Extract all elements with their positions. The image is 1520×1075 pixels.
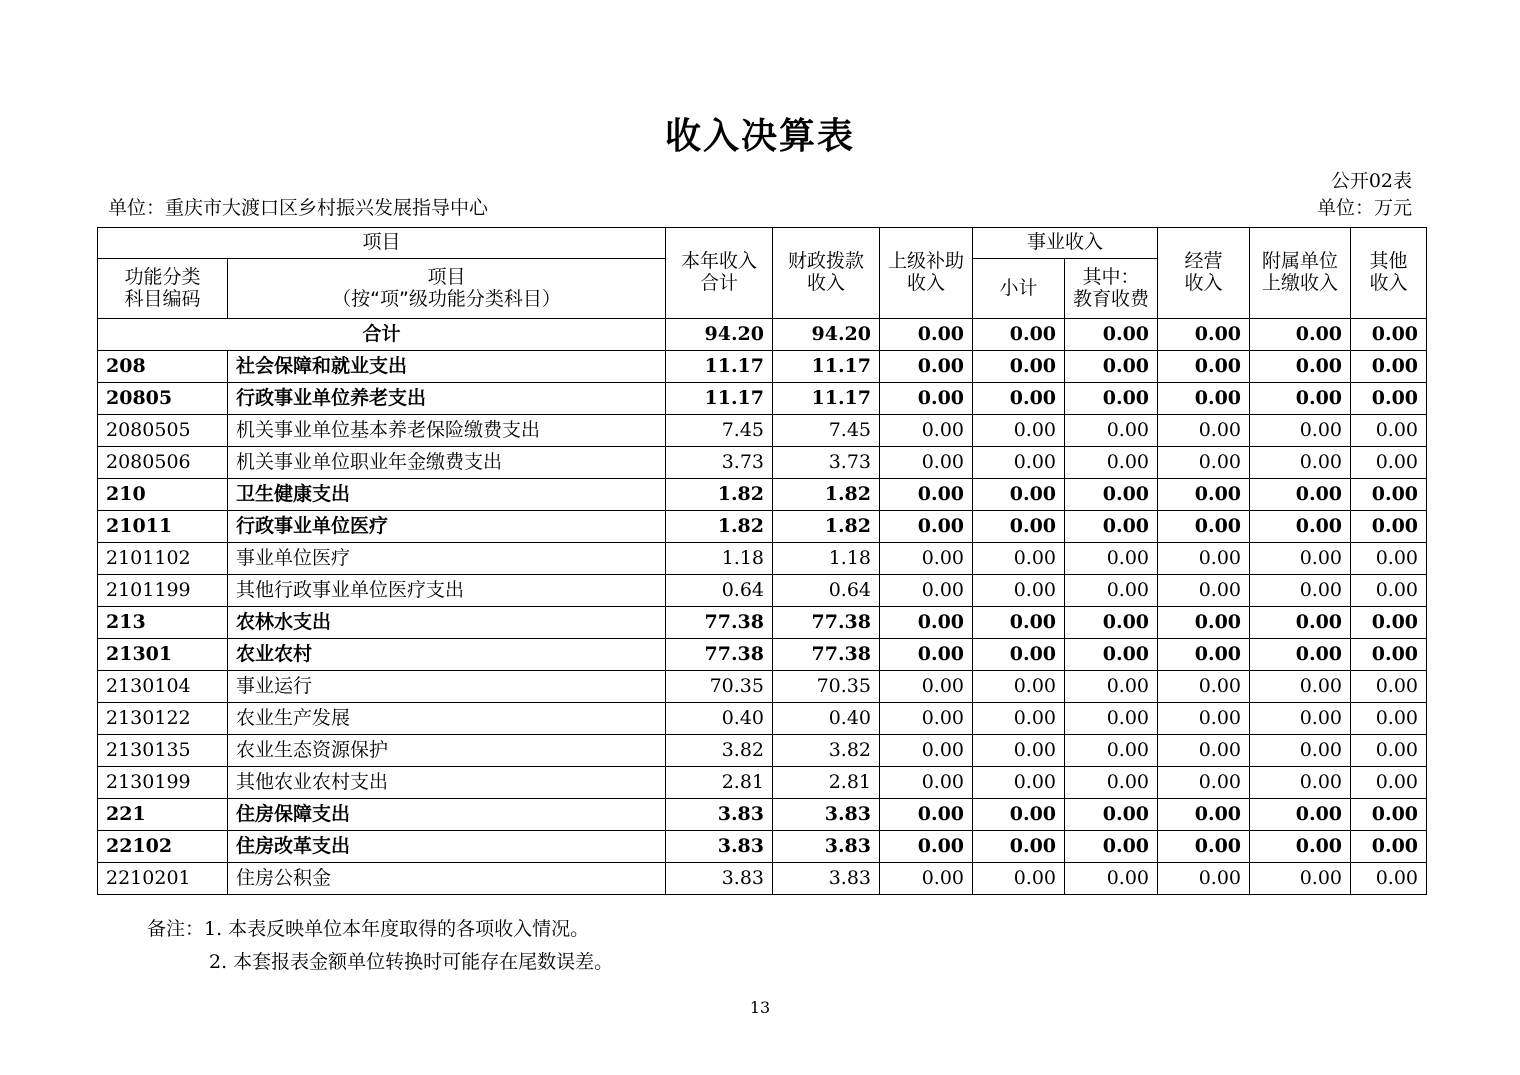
row-value: 0.00	[1250, 383, 1351, 415]
row-value: 0.00	[1065, 383, 1158, 415]
row-value: 0.00	[1065, 351, 1158, 383]
row-value: 0.00	[1158, 415, 1250, 447]
row-code: 21301	[98, 639, 228, 671]
table-row	[98, 415, 1427, 447]
row-value: 2.81	[666, 767, 773, 799]
total-value: 0.00	[1351, 319, 1427, 351]
row-name: 机关事业单位基本养老保险缴费支出	[228, 415, 666, 447]
row-value: 0.00	[1065, 799, 1158, 831]
row-value: 0.00	[1250, 351, 1351, 383]
row-code: 2101199	[98, 575, 228, 607]
row-value: 0.00	[880, 735, 973, 767]
row-value: 0.00	[1250, 639, 1351, 671]
row-value: 0.40	[773, 703, 880, 735]
row-value: 0.00	[1351, 479, 1427, 511]
row-code: 213	[98, 607, 228, 639]
row-value: 77.38	[666, 639, 773, 671]
row-value: 0.00	[1158, 607, 1250, 639]
row-value: 0.00	[973, 447, 1065, 479]
row-value: 0.64	[666, 575, 773, 607]
header-affiliate: 附属单位 上缴收入	[1250, 228, 1351, 319]
row-value: 0.00	[1351, 863, 1427, 895]
row-value: 0.00	[1158, 767, 1250, 799]
row-value: 0.00	[1250, 479, 1351, 511]
row-value: 0.00	[1351, 383, 1427, 415]
row-value: 0.00	[973, 351, 1065, 383]
notes	[147, 913, 613, 979]
row-code: 2101102	[98, 543, 228, 575]
row-value: 3.83	[666, 863, 773, 895]
row-code: 221	[98, 799, 228, 831]
row-name: 行政事业单位医疗	[228, 511, 666, 543]
header-code: 功能分类 科目编码	[98, 259, 228, 319]
table-row	[98, 383, 1427, 415]
row-value: 0.00	[880, 607, 973, 639]
row-name: 住房保障支出	[228, 799, 666, 831]
row-value: 0.00	[1158, 543, 1250, 575]
row-value: 0.00	[1351, 511, 1427, 543]
row-code: 210	[98, 479, 228, 511]
note-line-2: 2. 本套报表金额单位转换时可能存在尾数误差。	[209, 951, 614, 973]
row-value: 0.00	[880, 639, 973, 671]
row-value: 0.00	[973, 639, 1065, 671]
table-row	[98, 607, 1427, 639]
row-value: 0.00	[1250, 415, 1351, 447]
table-row	[98, 799, 1427, 831]
row-value: 0.00	[1250, 511, 1351, 543]
row-value: 0.00	[1065, 607, 1158, 639]
row-code: 2130199	[98, 767, 228, 799]
header-subtotal: 小计	[973, 259, 1065, 319]
row-value: 0.00	[973, 799, 1065, 831]
row-value: 0.00	[1250, 735, 1351, 767]
row-code: 20805	[98, 383, 228, 415]
header-fiscal: 财政拨款 收入	[773, 228, 880, 319]
row-value: 0.00	[973, 671, 1065, 703]
row-value: 11.17	[773, 383, 880, 415]
row-value: 11.17	[666, 383, 773, 415]
row-value: 0.00	[973, 831, 1065, 863]
row-code: 22102	[98, 831, 228, 863]
row-value: 11.17	[666, 351, 773, 383]
row-code: 2080506	[98, 447, 228, 479]
row-value: 0.00	[1158, 671, 1250, 703]
row-value: 0.00	[1351, 735, 1427, 767]
row-name: 农林水支出	[228, 607, 666, 639]
row-value: 0.00	[1351, 543, 1427, 575]
row-value: 3.83	[773, 831, 880, 863]
row-value: 0.00	[1351, 799, 1427, 831]
row-value: 0.00	[1158, 639, 1250, 671]
row-value: 0.00	[880, 831, 973, 863]
row-value: 77.38	[666, 607, 773, 639]
header-other: 其他 收入	[1351, 228, 1427, 319]
row-code: 21011	[98, 511, 228, 543]
row-value: 0.00	[973, 767, 1065, 799]
table-row	[98, 703, 1427, 735]
total-value: 0.00	[973, 319, 1065, 351]
row-value: 0.00	[1250, 767, 1351, 799]
row-name: 行政事业单位养老支出	[228, 383, 666, 415]
row-value: 3.83	[773, 799, 880, 831]
row-value: 3.73	[773, 447, 880, 479]
table-row	[98, 735, 1427, 767]
form-number: 公开02表	[1330, 170, 1412, 192]
row-value: 0.00	[1158, 863, 1250, 895]
page-title: 收入决算表	[664, 116, 855, 157]
row-value: 0.00	[1351, 415, 1427, 447]
row-value: 0.00	[880, 703, 973, 735]
row-value: 0.00	[1065, 639, 1158, 671]
row-code: 2130122	[98, 703, 228, 735]
row-name: 卫生健康支出	[228, 479, 666, 511]
row-name: 机关事业单位职业年金缴费支出	[228, 447, 666, 479]
row-value: 0.00	[1250, 607, 1351, 639]
row-value: 0.00	[1158, 351, 1250, 383]
row-value: 0.00	[880, 543, 973, 575]
row-value: 0.00	[1158, 447, 1250, 479]
row-value: 0.00	[1065, 831, 1158, 863]
row-value: 3.82	[773, 735, 880, 767]
row-value: 11.17	[773, 351, 880, 383]
total-value: 94.20	[666, 319, 773, 351]
row-value: 1.82	[666, 479, 773, 511]
row-value: 0.00	[1351, 447, 1427, 479]
table-row	[98, 831, 1427, 863]
row-value: 0.00	[1250, 543, 1351, 575]
header-career-income: 事业收入	[973, 228, 1158, 259]
row-value: 70.35	[773, 671, 880, 703]
total-value: 0.00	[880, 319, 973, 351]
row-name: 事业运行	[228, 671, 666, 703]
row-value: 0.00	[880, 383, 973, 415]
row-value: 0.00	[1250, 671, 1351, 703]
reporting-unit: 单位：重庆市大渡口区乡村振兴发展指导中心	[108, 197, 489, 219]
row-code: 2210201	[98, 863, 228, 895]
table-row	[98, 543, 1427, 575]
row-value: 0.00	[1250, 575, 1351, 607]
table-row	[98, 511, 1427, 543]
row-name: 住房公积金	[228, 863, 666, 895]
row-value: 0.00	[1351, 767, 1427, 799]
row-value: 0.00	[1351, 351, 1427, 383]
row-value: 3.83	[773, 863, 880, 895]
currency-unit: 单位：万元	[1316, 197, 1412, 219]
row-name: 住房改革支出	[228, 831, 666, 863]
total-row	[98, 319, 1427, 351]
header-operating: 经营 收入	[1158, 228, 1250, 319]
row-value: 7.45	[666, 415, 773, 447]
row-value: 0.40	[666, 703, 773, 735]
header-education-fees: 其中： 教育收费	[1065, 259, 1158, 319]
row-value: 0.00	[1065, 543, 1158, 575]
row-value: 77.38	[773, 607, 880, 639]
row-value: 0.64	[773, 575, 880, 607]
row-value: 0.00	[1065, 735, 1158, 767]
header-name: 项目 （按“项”级功能分类科目）	[228, 259, 666, 319]
row-value: 0.00	[973, 863, 1065, 895]
table-body	[98, 319, 1427, 895]
row-value: 0.00	[973, 415, 1065, 447]
row-value: 0.00	[973, 479, 1065, 511]
header-total: 本年收入 合计	[666, 228, 773, 319]
row-value: 0.00	[973, 543, 1065, 575]
row-value: 0.00	[880, 511, 973, 543]
table-row	[98, 351, 1427, 383]
row-value: 0.00	[1158, 799, 1250, 831]
row-value: 0.00	[973, 607, 1065, 639]
row-value: 70.35	[666, 671, 773, 703]
row-value: 0.00	[1158, 479, 1250, 511]
row-value: 0.00	[973, 511, 1065, 543]
row-value: 3.73	[666, 447, 773, 479]
row-value: 0.00	[880, 671, 973, 703]
table-row	[98, 575, 1427, 607]
total-value: 0.00	[1158, 319, 1250, 351]
total-label: 合计	[98, 319, 666, 351]
row-value: 0.00	[1065, 511, 1158, 543]
row-value: 0.00	[973, 383, 1065, 415]
row-value: 0.00	[1158, 703, 1250, 735]
row-value: 0.00	[1158, 383, 1250, 415]
row-value: 1.18	[773, 543, 880, 575]
row-value: 0.00	[1351, 831, 1427, 863]
income-statement-table	[97, 227, 1427, 895]
row-value: 0.00	[1065, 479, 1158, 511]
row-value: 0.00	[1250, 799, 1351, 831]
table-row	[98, 671, 1427, 703]
row-name: 农业生产发展	[228, 703, 666, 735]
table-row	[98, 863, 1427, 895]
note-line-1: 备注：1. 本表反映单位本年度取得的各项收入情况。	[147, 918, 590, 940]
table-row	[98, 447, 1427, 479]
total-value: 94.20	[773, 319, 880, 351]
row-value: 1.82	[773, 511, 880, 543]
row-value: 3.82	[666, 735, 773, 767]
row-value: 0.00	[1351, 703, 1427, 735]
row-value: 0.00	[1351, 607, 1427, 639]
row-code: 2130135	[98, 735, 228, 767]
page-number: 13	[749, 998, 771, 1017]
row-value: 0.00	[880, 415, 973, 447]
header-upper-subsidy: 上级补助 收入	[880, 228, 973, 319]
row-value: 0.00	[1351, 575, 1427, 607]
row-code: 2080505	[98, 415, 228, 447]
row-value: 0.00	[1250, 447, 1351, 479]
row-value: 1.18	[666, 543, 773, 575]
row-value: 0.00	[1158, 511, 1250, 543]
row-value: 77.38	[773, 639, 880, 671]
row-value: 0.00	[1250, 863, 1351, 895]
row-value: 0.00	[1065, 415, 1158, 447]
row-value: 0.00	[973, 575, 1065, 607]
row-value: 0.00	[1250, 831, 1351, 863]
row-name: 农业生态资源保护	[228, 735, 666, 767]
table-row	[98, 767, 1427, 799]
row-value: 0.00	[880, 863, 973, 895]
row-value: 0.00	[1065, 703, 1158, 735]
total-value: 0.00	[1250, 319, 1351, 351]
row-value: 0.00	[880, 351, 973, 383]
row-value: 0.00	[1065, 575, 1158, 607]
row-value: 0.00	[1158, 575, 1250, 607]
row-value: 0.00	[880, 479, 973, 511]
row-code: 208	[98, 351, 228, 383]
row-name: 其他农业农村支出	[228, 767, 666, 799]
row-name: 农业农村	[228, 639, 666, 671]
row-code: 2130104	[98, 671, 228, 703]
row-value: 0.00	[1065, 447, 1158, 479]
table-row	[98, 639, 1427, 671]
row-value: 3.83	[666, 799, 773, 831]
row-value: 0.00	[880, 447, 973, 479]
row-value: 0.00	[880, 575, 973, 607]
row-value: 0.00	[1158, 735, 1250, 767]
row-value: 0.00	[1065, 863, 1158, 895]
row-value: 0.00	[1065, 767, 1158, 799]
row-name: 社会保障和就业支出	[228, 351, 666, 383]
row-value: 0.00	[1065, 671, 1158, 703]
header-item: 项目	[98, 228, 666, 259]
table-row	[98, 479, 1427, 511]
row-value: 0.00	[1351, 671, 1427, 703]
row-value: 0.00	[880, 799, 973, 831]
row-value: 0.00	[1351, 639, 1427, 671]
row-name: 事业单位医疗	[228, 543, 666, 575]
row-value: 0.00	[1250, 703, 1351, 735]
row-value: 0.00	[1158, 831, 1250, 863]
row-value: 0.00	[880, 767, 973, 799]
row-value: 0.00	[973, 703, 1065, 735]
row-value: 2.81	[773, 767, 880, 799]
row-value: 1.82	[773, 479, 880, 511]
row-value: 3.83	[666, 831, 773, 863]
row-name: 其他行政事业单位医疗支出	[228, 575, 666, 607]
row-value: 0.00	[973, 735, 1065, 767]
row-value: 1.82	[666, 511, 773, 543]
row-value: 7.45	[773, 415, 880, 447]
total-value: 0.00	[1065, 319, 1158, 351]
